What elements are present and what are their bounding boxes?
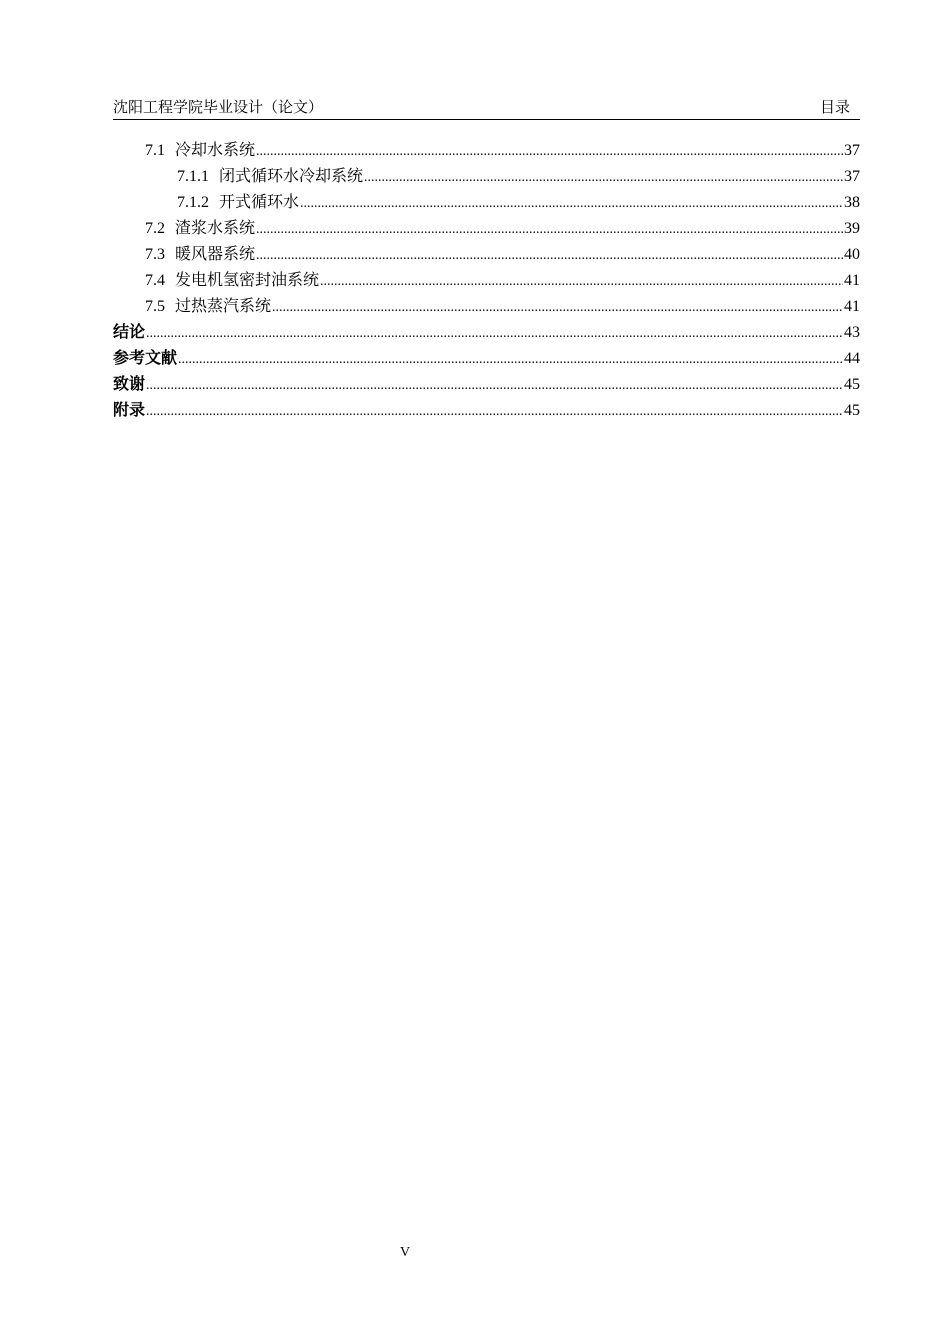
table-of-contents xyxy=(113,137,860,423)
toc-entry-page: 45 xyxy=(844,376,860,393)
toc-entry-title: 结论 xyxy=(113,322,146,341)
toc-entry-title: 附录 xyxy=(113,400,146,419)
toc-entry[interactable] xyxy=(113,163,860,189)
toc-entry-page: 41 xyxy=(844,298,860,315)
toc-dot-leader xyxy=(300,191,843,217)
toc-entry-title: 过热蒸汽系统 xyxy=(175,296,272,315)
toc-entry[interactable] xyxy=(113,189,860,215)
toc-entry-title: 开式循环水 xyxy=(219,192,300,211)
toc-entry-number: 7.2 xyxy=(145,220,165,237)
toc-entry[interactable] xyxy=(113,241,860,267)
toc-entry[interactable] xyxy=(113,137,860,163)
toc-entry[interactable] xyxy=(113,371,860,397)
toc-entry-page: 38 xyxy=(844,194,860,211)
header-document-title: 沈阳工程学院毕业设计（论文） xyxy=(113,98,324,116)
toc-dot-leader xyxy=(256,217,843,243)
toc-dot-leader xyxy=(146,399,843,425)
toc-entry[interactable] xyxy=(113,345,860,371)
toc-entry[interactable] xyxy=(113,319,860,345)
toc-entry[interactable] xyxy=(113,267,860,293)
toc-entry-page: 45 xyxy=(844,402,860,419)
toc-entry-title: 发电机氢密封油系统 xyxy=(175,270,320,289)
page-header xyxy=(113,96,860,120)
toc-entry-title: 冷却水系统 xyxy=(175,140,256,159)
toc-dot-leader xyxy=(178,347,843,373)
toc-entry-page: 37 xyxy=(844,168,860,185)
toc-dot-leader xyxy=(320,269,843,295)
toc-dot-leader xyxy=(146,321,843,347)
toc-entry-number: 7.1.2 xyxy=(177,194,209,211)
toc-entry[interactable] xyxy=(113,397,860,423)
toc-entry-number: 7.1.1 xyxy=(177,168,209,185)
toc-entry-page: 44 xyxy=(844,350,860,367)
toc-entry-number: 7.5 xyxy=(145,298,165,315)
toc-dot-leader xyxy=(364,165,843,191)
toc-dot-leader xyxy=(146,373,843,399)
page-number: V xyxy=(399,1245,411,1260)
toc-entry-number: 7.1 xyxy=(145,142,165,159)
toc-entry-number: 7.3 xyxy=(145,246,165,263)
toc-entry-number: 7.4 xyxy=(145,272,165,289)
header-section-title: 目录 xyxy=(819,98,850,116)
toc-entry-title: 参考文献 xyxy=(113,348,178,367)
toc-entry[interactable] xyxy=(113,293,860,319)
toc-entry-page: 43 xyxy=(844,324,860,341)
toc-dot-leader xyxy=(272,295,843,321)
toc-entry-title: 致谢 xyxy=(113,374,146,393)
toc-dot-leader xyxy=(256,139,843,165)
toc-entry-page: 40 xyxy=(844,246,860,263)
toc-entry-page: 37 xyxy=(844,142,860,159)
toc-entry[interactable] xyxy=(113,215,860,241)
toc-entry-title: 渣浆水系统 xyxy=(175,218,256,237)
toc-dot-leader xyxy=(256,243,843,269)
toc-entry-title: 暖风器系统 xyxy=(175,244,256,263)
toc-entry-page: 41 xyxy=(844,272,860,289)
toc-entry-title: 闭式循环水冷却系统 xyxy=(219,166,364,185)
toc-entry-page: 39 xyxy=(844,220,860,237)
